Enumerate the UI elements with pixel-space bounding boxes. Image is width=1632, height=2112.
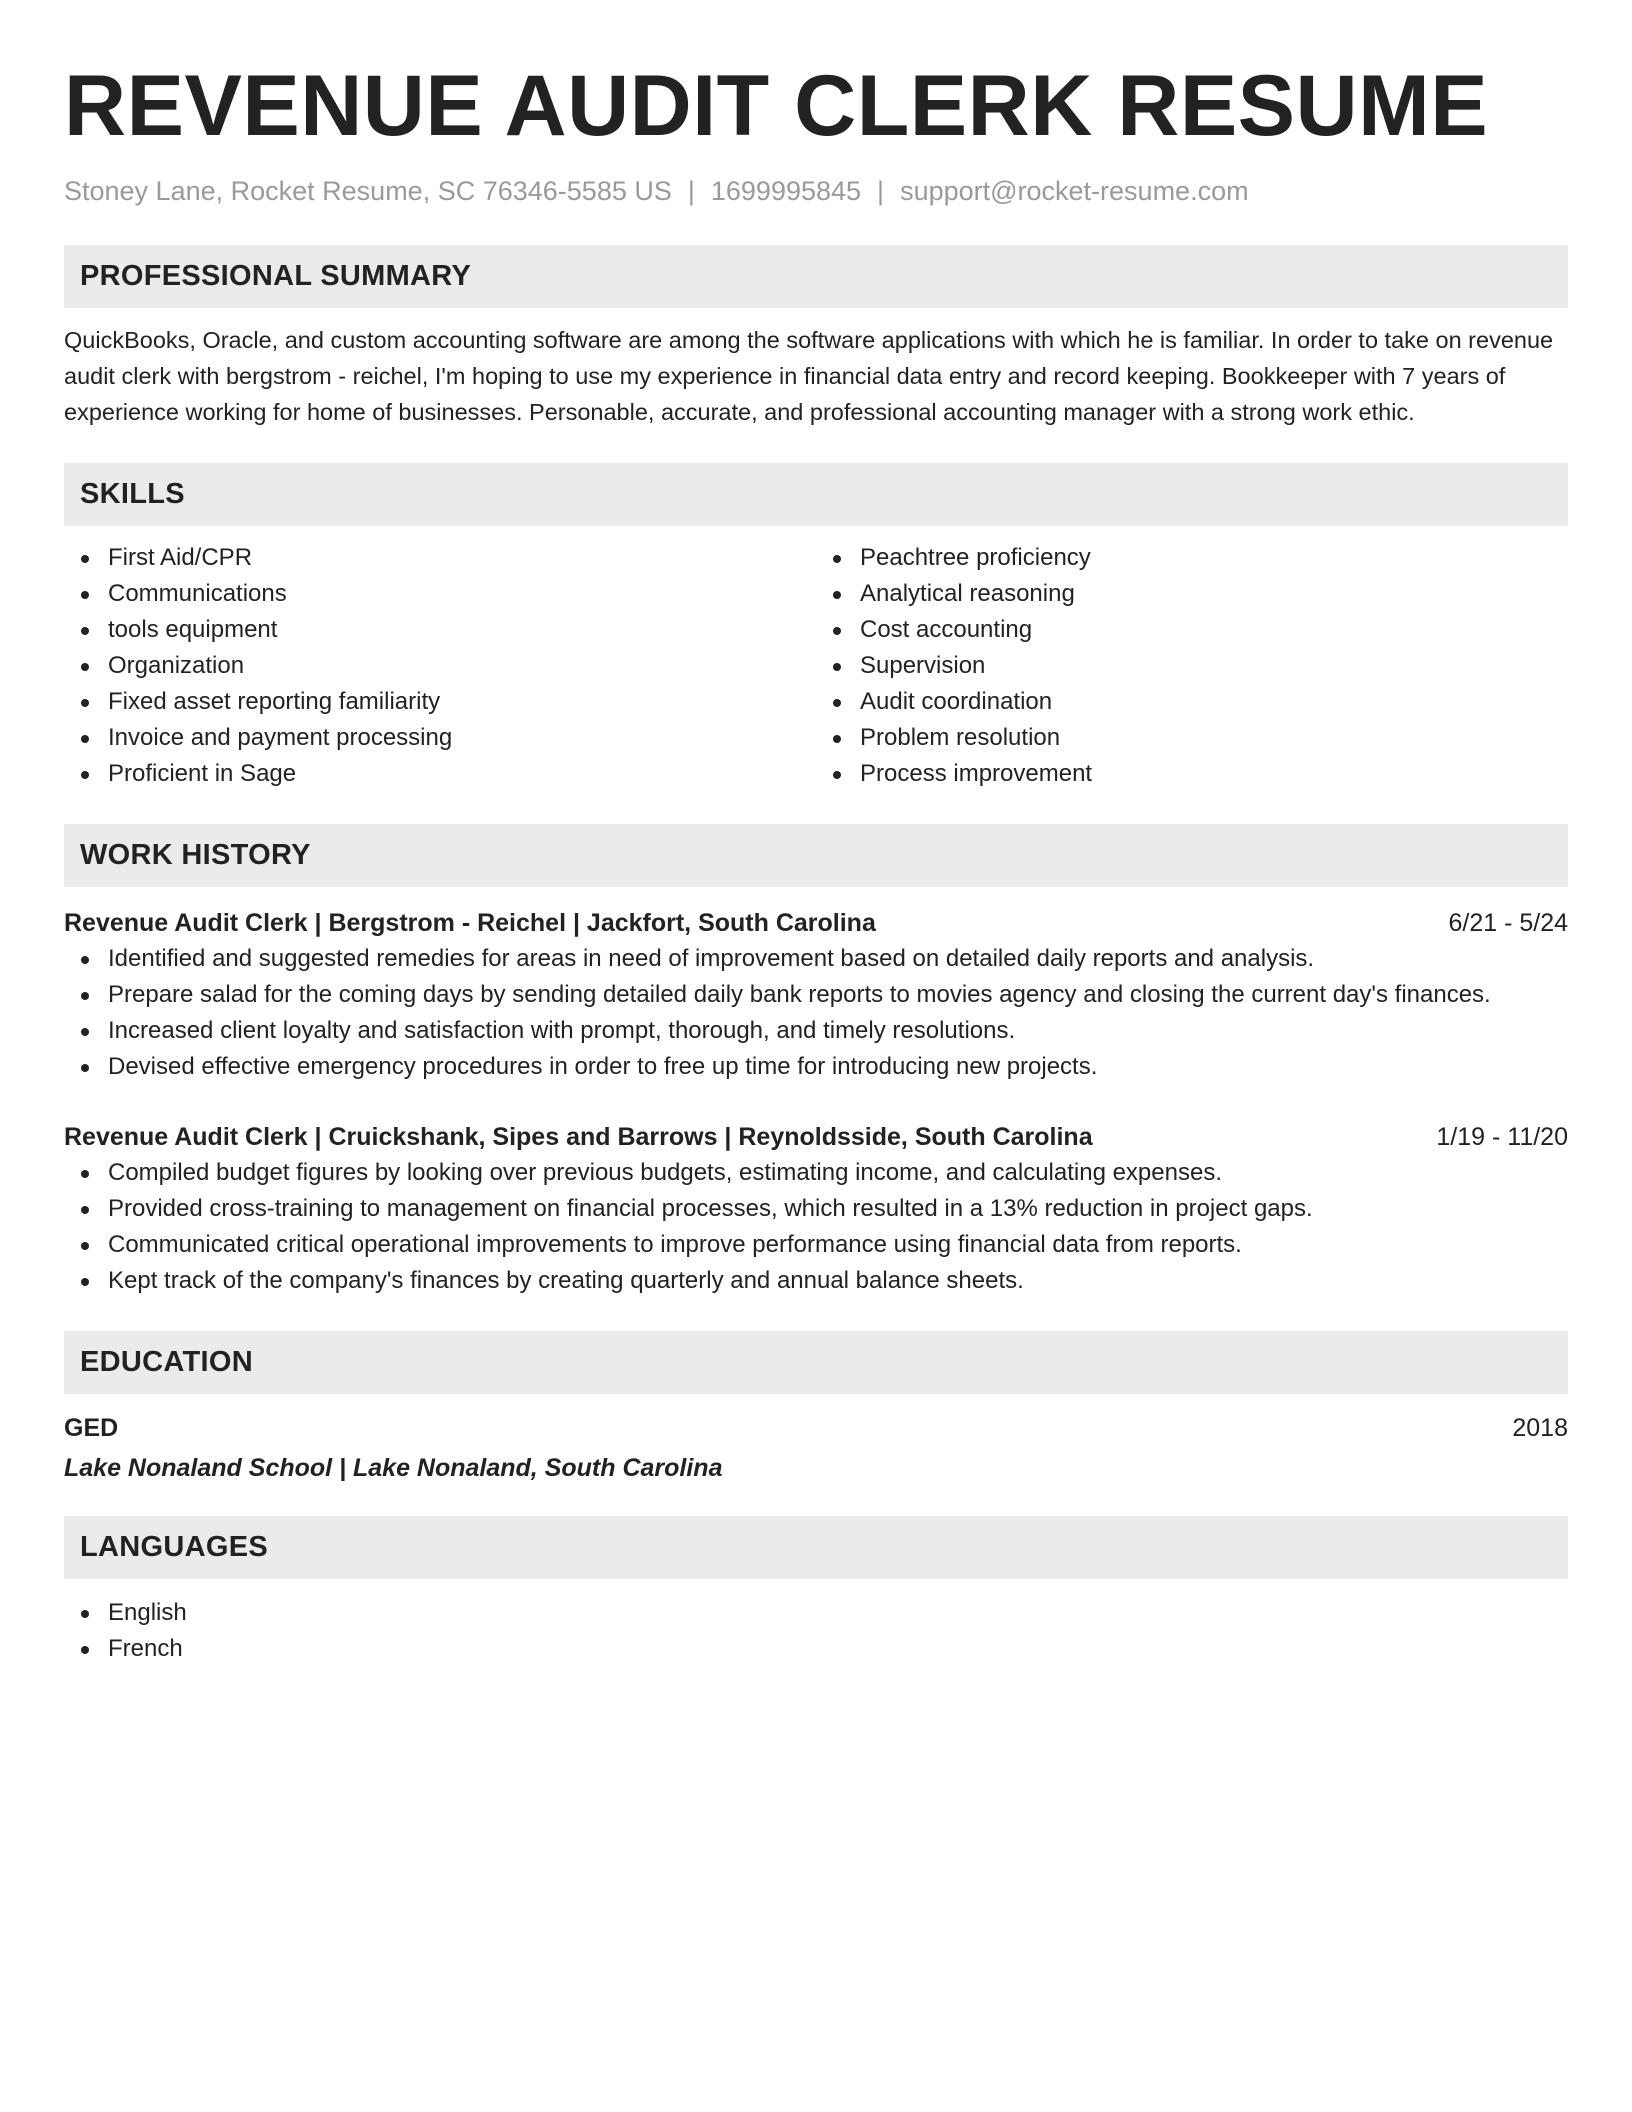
languages-heading: LANGUAGES [80,1531,268,1563]
work-section-header [64,824,1568,887]
skill-item: Invoice and payment processing [108,720,816,756]
job-bullet: Devised effective emergency procedures in order to free up time for introducing new projects. [64,1049,1568,1085]
skill-item: Organization [108,648,816,684]
resume-title: REVENUE AUDIT CLERK RESUME [64,58,1489,154]
job-bullet: Prepare salad for the coming days by sending detailed daily bank reports to movies agency and closing the current day's finances. [64,977,1568,1013]
education-degree: GED [64,1414,119,1442]
job-header [64,905,1568,941]
skills-list-left [64,540,816,792]
skills-section-header [64,463,1568,526]
job-dates: 1/19 - 11/20 [1436,1123,1568,1151]
skill-item: Audit coordination [860,684,1568,720]
job-bullet: Provided cross-training to management on financial processes, which resulted in a 13% reduction in project gaps. [64,1191,1568,1227]
job-bullet: Communicated critical operational improvements to improve performance using financial data from reports. [64,1227,1568,1263]
education-section-header [64,1331,1568,1394]
job-header [64,1119,1568,1155]
languages-list [64,1595,1568,1667]
languages-section-header [64,1516,1568,1579]
contact-address: Stoney Lane, Rocket Resume, SC 76346-5585 US [64,176,672,206]
skill-item: Problem resolution [860,720,1568,756]
contact-separator: | [877,176,885,206]
skill-item: First Aid/CPR [108,540,816,576]
contact-separator: | [687,176,695,206]
skill-item: Proficient in Sage [108,756,816,792]
job-bullet: Increased client loyalty and satisfaction with prompt, thorough, and timely resolutions. [64,1013,1568,1049]
job-dates: 6/21 - 5/24 [1448,909,1568,937]
contact-email: support@rocket-resume.com [900,176,1249,206]
skill-item: Analytical reasoning [860,576,1568,612]
language-item: English [64,1595,1568,1631]
education-year: 2018 [1512,1414,1568,1442]
skill-item: Supervision [860,648,1568,684]
job-bullet-list [64,941,1568,1085]
summary-section-header [64,245,1568,308]
skills-list-right [816,540,1568,792]
contact-line [64,174,1568,208]
skills-grid [64,540,1568,792]
skill-item: Fixed asset reporting familiarity [108,684,816,720]
work-heading: WORK HISTORY [80,839,311,871]
skill-item: Peachtree proficiency [860,540,1568,576]
education-school: Lake Nonaland School | Lake Nonaland, South Carolina [64,1454,723,1482]
contact-phone: 1699995845 [710,176,862,206]
education-heading: EDUCATION [80,1346,253,1378]
skill-item: Process improvement [860,756,1568,792]
job-title: Revenue Audit Clerk | Bergstrom - Reichel | Jackfort, South Carolina [64,909,876,937]
job-bullet-list [64,1155,1568,1299]
skill-item: Communications [108,576,816,612]
skill-item: Cost accounting [860,612,1568,648]
summary-heading: PROFESSIONAL SUMMARY [80,260,472,292]
skills-heading: SKILLS [80,478,185,510]
job-title: Revenue Audit Clerk | Cruickshank, Sipes and Barrows | Reynoldsside, South Carolina [64,1123,1093,1151]
job-bullet: Kept track of the company's finances by creating quarterly and annual balance sheets. [64,1263,1568,1299]
job-bullet: Compiled budget figures by looking over previous budgets, estimating income, and calculating expenses. [64,1155,1568,1191]
summary-text: QuickBooks, Oracle, and custom accounting software are among the software applications with which he is familiar. In order to take on revenue audit clerk with bergstrom - reichel, I'm hoping to use my experience in financial data entry and record keeping. Bookkeeper with 7 years of experience working for home of businesses. Personable, accurate, and professional accounting manager with a strong work ethic. [64,327,1554,425]
job-bullet: Identified and suggested remedies for areas in need of improvement based on detailed daily reports and analysis. [64,941,1568,977]
education-header [64,1410,1568,1446]
language-item: French [64,1631,1568,1667]
skill-item: tools equipment [108,612,816,648]
